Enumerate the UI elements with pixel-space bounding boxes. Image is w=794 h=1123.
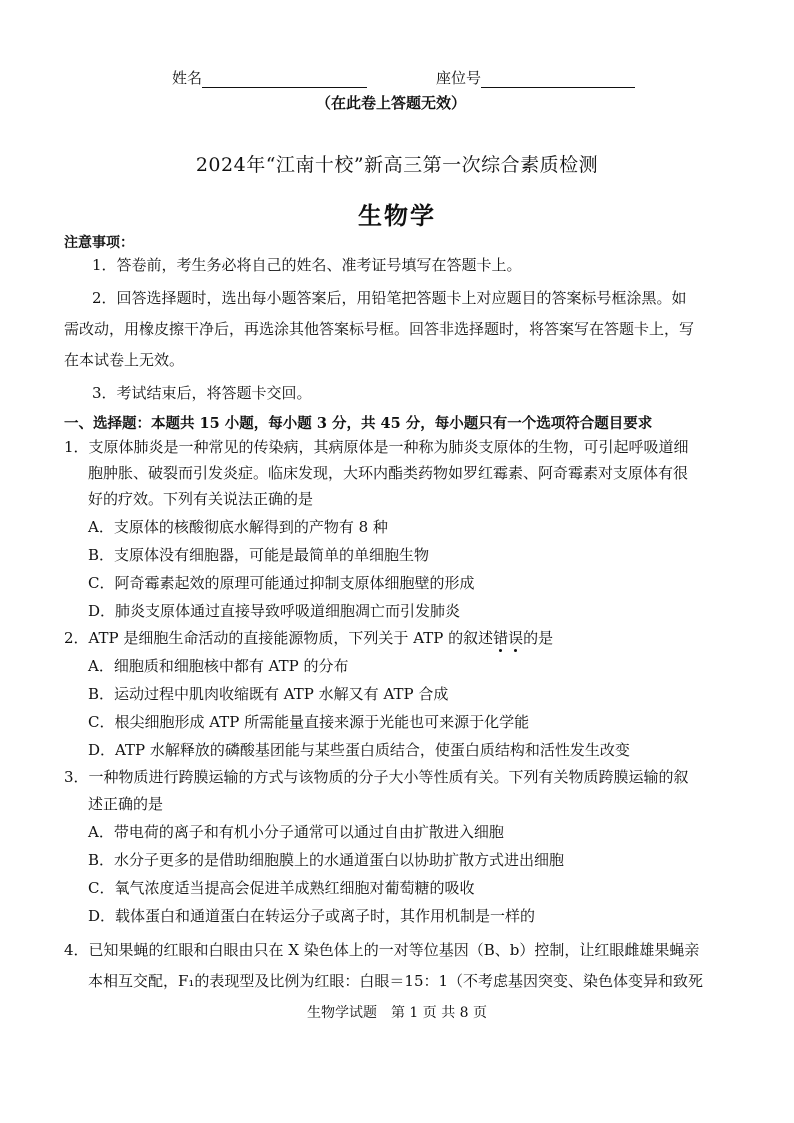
section-1-heading: 一、选择题：本题共 15 小题，每小题 3 分，共 45 分，每小题只有一个选项符合题目要求 bbox=[64, 415, 653, 432]
q2-emphasis-char-2: 误 bbox=[508, 629, 524, 647]
q3-stem-line-2: 述正确的是 bbox=[88, 795, 164, 813]
note-item-2-line-3: 在本试卷上无效。 bbox=[64, 351, 185, 369]
seat-field bbox=[436, 68, 635, 88]
q1-stem-line-2: 胞肿胀、破裂而引发炎症。临床发现，大环内酯类药物如罗红霉素、阿奇霉素对支原体有很 bbox=[88, 464, 689, 482]
note-item-2-line-2: 需改动，用橡皮擦干净后，再选涂其他答案标号框。回答非选择题时，将答案写在答题卡上，写 bbox=[64, 320, 695, 338]
q2-option-c: C．根尖细胞形成 ATP 所需能量直接来源于光能也可来源于化学能 bbox=[88, 713, 530, 731]
q4-stem-line-2: 本相互交配，F₁的表现型及比例为红眼：白眼＝15：1（不考虑基因突变、染色体变异和致死 bbox=[88, 972, 704, 990]
note-item-3: 3．考试结束后，将答题卡交回。 bbox=[92, 384, 312, 402]
q3-option-d: D．载体蛋白和通道蛋白在转运分子或离子时，其作用机制是一样的 bbox=[88, 907, 536, 925]
seat-blank-line bbox=[481, 69, 635, 88]
q3-option-c: C．氧气浓度适当提高会促进羊成熟红细胞对葡萄糖的吸收 bbox=[88, 879, 475, 897]
q1-option-b: B．支原体没有细胞器，可能是最简单的单细胞生物 bbox=[88, 546, 430, 564]
invalid-note: （在此卷上答题无效） bbox=[316, 94, 467, 112]
name-blank-line bbox=[202, 69, 367, 88]
q2-option-a: A．细胞质和细胞核中都有 ATP 的分布 bbox=[88, 657, 349, 675]
q2-option-d: D．ATP 水解释放的磷酸基团能与某些蛋白质结合，使蛋白质结构和活性发生改变 bbox=[88, 741, 630, 759]
q2-option-b: B．运动过程中肌肉收缩既有 ATP 水解又有 ATP 合成 bbox=[88, 685, 449, 703]
note-item-2-line-1: 2．回答选择题时，选出每小题答案后，用铅笔把答题卡上对应题目的答案标号框涂黑。如 bbox=[92, 289, 687, 307]
note-item-1: 1．答卷前，考生务必将自己的姓名、准考证号填写在答题卡上。 bbox=[92, 256, 522, 274]
name-label: 姓名 bbox=[172, 69, 203, 87]
page-footer: 生物学试题 第 1 页 共 8 页 bbox=[306, 1005, 488, 1021]
q1-option-a: A．支原体的核酸彻底水解得到的产物有 8 种 bbox=[88, 518, 388, 536]
name-field bbox=[172, 68, 367, 88]
q1-option-d: D．肺炎支原体通过直接导致呼吸道细胞凋亡而引发肺炎 bbox=[88, 602, 461, 620]
q3-stem-line-1: 3．一种物质进行跨膜运输的方式与该物质的分子大小等性质有关。下列有关物质跨膜运输的叙 bbox=[64, 768, 689, 786]
q3-option-a: A．带电荷的离子和有机小分子通常可以通过自由扩散进入细胞 bbox=[88, 823, 504, 841]
exam-title: 2024年“江南十校”新高三第一次综合素质检测 bbox=[195, 154, 599, 176]
q2-emphasis-char-1: 错 bbox=[493, 629, 509, 647]
q1-stem-line-1: 1．支原体肺炎是一种常见的传染病，其病原体是一种称为肺炎支原体的生物，可引起呼吸道细 bbox=[64, 438, 689, 456]
q2-stem-suffix: 的是 bbox=[523, 629, 554, 647]
q4-stem-line-1: 4．已知果蝇的红眼和白眼由只在 X 染色体上的一对等位基因（B、b）控制，让红眼雌雄果蝇亲 bbox=[64, 941, 700, 959]
q2-stem-prefix: 2．ATP 是细胞生命活动的直接能源物质，下列关于 ATP 的叙述 bbox=[64, 629, 494, 647]
q2-stem bbox=[64, 628, 553, 648]
seat-label: 座位号 bbox=[436, 69, 482, 87]
q1-option-c: C．阿奇霉素起效的原理可能通过抑制支原体细胞壁的形成 bbox=[88, 574, 475, 592]
q1-stem-line-3: 好的疗效。下列有关说法正确的是 bbox=[88, 490, 314, 508]
q3-option-b: B．水分子更多的是借助细胞膜上的水通道蛋白以协助扩散方式进出细胞 bbox=[88, 851, 565, 869]
subject-title: 生物学 bbox=[358, 201, 436, 230]
notes-heading: 注意事项： bbox=[64, 235, 134, 251]
